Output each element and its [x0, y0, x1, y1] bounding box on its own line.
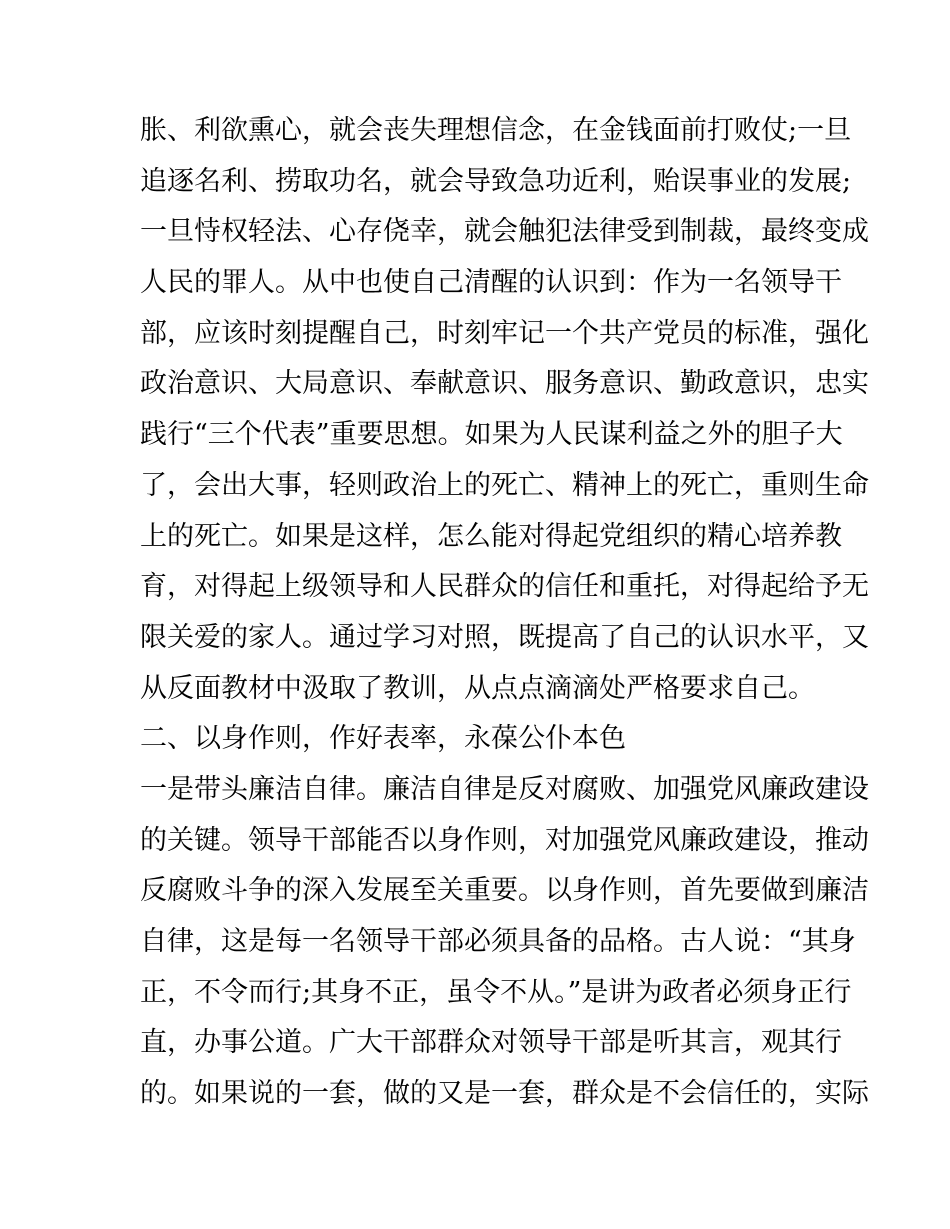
- text-line: 限关爱的家人。通过学习对照，既提高了自己的认识水平，又: [140, 621, 869, 653]
- text-line: 一旦恃权轻法、心存侥幸，就会触犯法律受到制裁，最终变成: [140, 216, 869, 248]
- text-line: 政治意识、大局意识、奉献意识、服务意识、勤政意识，忠实: [140, 368, 869, 400]
- text-line: 了，会出大事，轻则政治上的死亡、精神上的死亡，重则生命: [140, 469, 869, 501]
- text-line: 的关键。领导干部能否以身作则，对加强党风廉政建设，推动: [140, 824, 869, 856]
- text-line: 上的死亡。如果是这样，怎么能对得起党组织的精心培养教: [140, 520, 842, 552]
- text-line: 育，对得起上级领导和人民群众的信任和重托，对得起给予无: [140, 571, 869, 603]
- text-line: 胀、利欲熏心，就会丧失理想信念，在金钱面前打败仗;一旦: [140, 115, 852, 146]
- text-line: 部，应该时刻提醒自己，时刻牢记一个共产党员的标准，强化: [140, 317, 869, 349]
- text-line: 践行“三个代表”重要思想。如果为人民谋利益之外的胆子大: [140, 419, 843, 451]
- text-line: 自律，这是每一名领导干部必须具备的品格。古人说：“其身: [140, 926, 856, 957]
- section-heading: 二、以身作则，作好表率，永葆公仆本色: [140, 723, 626, 755]
- body-text: [140, 106, 869, 1120]
- text-line: 反腐败斗争的深入发展至关重要。以身作则，首先要做到廉洁: [140, 875, 869, 907]
- text-line: 直，办事公道。广大干部群众对领导干部是听其言，观其行: [140, 1027, 842, 1059]
- text-line: 追逐名利、捞取功名，就会导致急功近利，贻误事业的发展;: [140, 165, 852, 197]
- text-line: 正，不令而行;其身不正，虽令不从。”是讲为政者必须身正行: [140, 976, 852, 1008]
- text-line: 的。如果说的一套，做的又是一套，群众是不会信任的，实际: [140, 1078, 869, 1110]
- text-line: 人民的罪人。从中也使自己清醒的认识到：作为一名领导干: [140, 267, 842, 299]
- text-line: 从反面教材中汲取了教训，从点点滴滴处严格要求自己。: [140, 672, 815, 704]
- text-line: 一是带头廉洁自律。廉洁自律是反对腐败、加强党风廉政建设: [140, 773, 869, 805]
